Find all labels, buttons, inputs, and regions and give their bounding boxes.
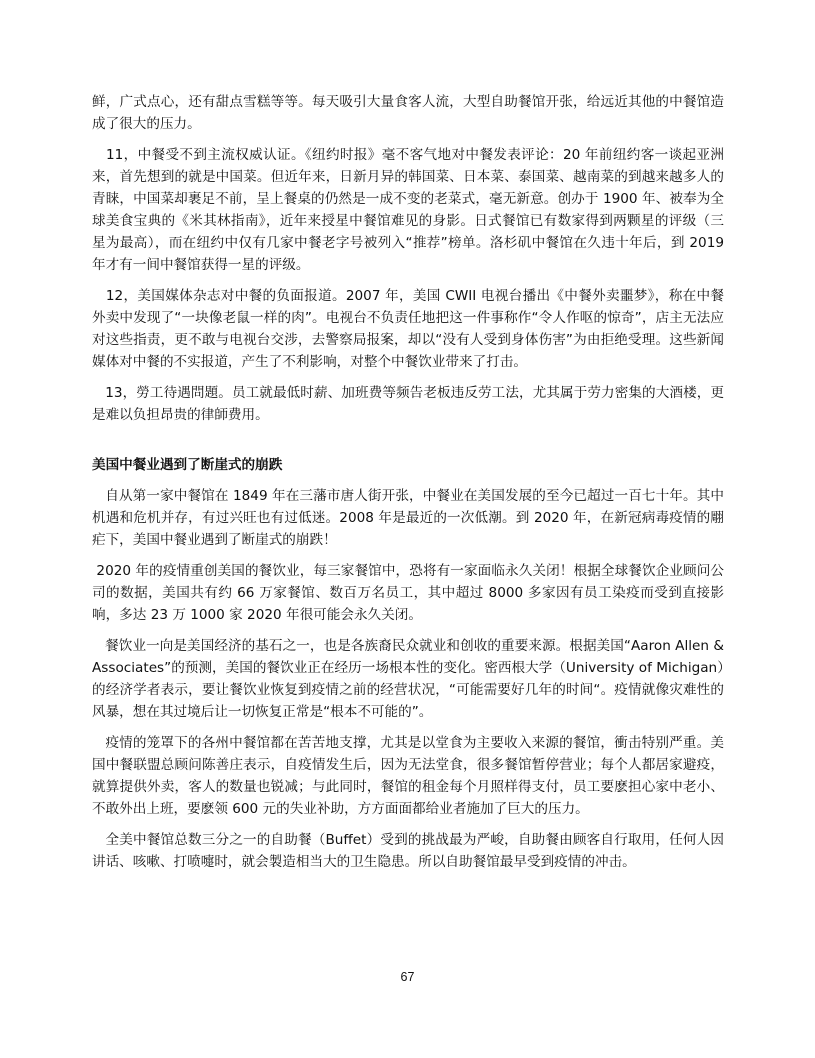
paragraph-pandemic-impact: 2020 年的疫情重创美国的餐饮业，每三家餐馆中，恐将有一家面临永久关闭！根据全球餐饮企业顾问公司的数据，美国共有约 66 万家餐馆、数百万名员工，其中超过 8000 多家因有员工染疫而受到直接影响，多达 23 万 1000 家 2020 年很可能会永久关闭。 (92, 563, 724, 623)
paragraph-item-12: 12，美国媒体杂志对中餐的负面报道。2007 年，美国 CWII 电视台播出《中餐外卖噩梦》，称在中餐外卖中发现了“一块像老鼠一样的肉”。电视台不负责任地把这一件事称作“令人作呕的惊奇”，店主无法应对这些指责，更不敢与电视台交涉，去警察局报案，却以“没有人受到身体伤害”为由拒绝受理。这些新闻媒体对中餐的不实报道，产生了不利影响，对整个中餐饮业带来了打击。 (92, 288, 724, 370)
paragraph-item-11: 11，中餐受不到主流权威认证。《纽约时报》毫不客气地对中餐发表评论：20 年前纽约客一谈起亚洲来，首先想到的就是中国菜。但近年来，日新月异的韩国菜、日本菜、泰国菜、越南菜的到越来越多人的青睐，中国菜却裹足不前，呈上餐桌的仍然是一成不变的老菜式，毫无新意。创办于 1900 年、被奉为全球美食宝典的《米其林指南》，近年来授星中餐馆难见的身影。日式餐馆已有数家得到两颗星的评级（三星为最高），而在纽约中仅有几家中餐老字号被列入“推荐”榜单。洛杉矶中餐馆在久违十年后，到 2019 年才有一间中餐馆获得一星的评级。 (92, 147, 729, 273)
document-page (92, 91, 729, 882)
paragraph-buffet: 全美中餐馆总数三分之一的自助餐（Buffet）受到的挑战最为严峻，自助餐由顾客自行取用，任何人因讲话、咳嗽、打喷嚏时，就会製造相当大的卫生隐患。所以自助餐馆最早受到疫情的冲击。 (92, 832, 724, 870)
paragraph-state-restaurants: 疫情的笼罩下的各州中餐馆都在苦苦地支撑，尤其是以堂食为主要收入来源的餐馆，衝击特别严重。美国中餐联盟总顾问陈善庄表示，自疫情发生后，因为无法堂食，很多餐馆暂停营业；每个人都居家避疫，就算提供外卖，客人的数量也锐减；与此同时，餐馆的租金每个月照样得支付，员工要麽担心家中老小、不敢外出上班，要麽领 600 元的失业补助，方方面面都给业者施加了巨大的压力。 (92, 735, 724, 817)
paragraph-continuation: 鲜，广式点心，还有甜点雪糕等等。每天吸引大量食客人流，大型自助餐馆开张，给远近其他的中餐馆造成了很大的压力。 (92, 94, 724, 132)
paragraph-economy: 餐饮业一向是美国经济的基石之一，也是各族裔民众就业和创收的重要来源。根据美国“Aaron Allen & Associates”的预测，美国的餐饮业正在经历一场根本性的变化。密西根大学（University of Michigan）的经济学者表示，要让餐饮业恢复到疫情之前的经营状况，“可能需要好几年的时间“。疫情就像灾难性的风暴，想在其过境后让一切恢复正常是“根本不可能的”。 (92, 638, 729, 720)
section-heading: 美国中餐业遇到了断崖式的崩跌 (92, 457, 283, 473)
paragraph-item-13: 13，勞工待遇問題。员工就最低时薪、加班费等频告老板违反劳工法，尤其属于劳力密集的大酒楼，更是难以负担昂贵的律師费用。 (92, 385, 725, 423)
paragraph-history: 自从第一家中餐馆在 1849 年在三藩市唐人街开张，中餐业在美国发展的至今已超过一百七十年。其中机遇和危机并存，有过兴旺也有过低迷。2008 年是最近的一次低潮。到 2020 年，在新冠病毒疫情的翢疟下，美国中餐业遇到了断崖式的崩跌！ (92, 488, 724, 548)
page-number: 67 (400, 970, 415, 984)
